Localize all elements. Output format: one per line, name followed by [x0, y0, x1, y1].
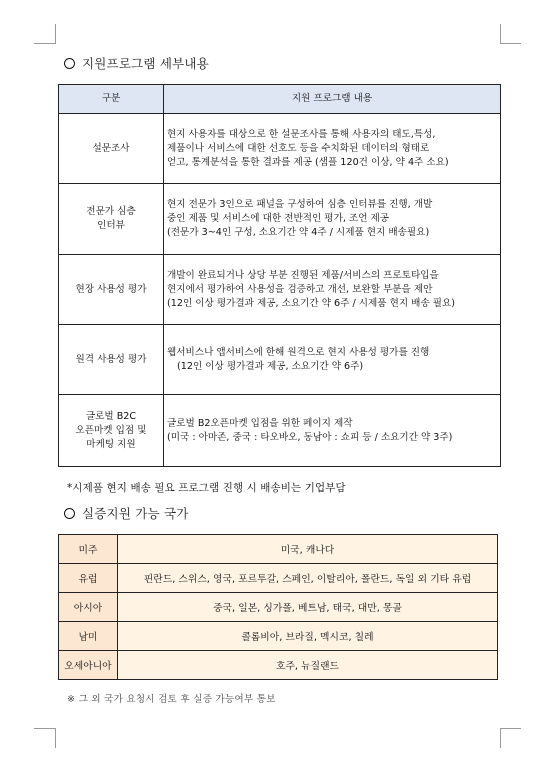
description-line: 현지에서 평가하여 사용성을 검증하고 개선, 보완할 부분을 제안	[167, 283, 433, 295]
program-table	[58, 84, 501, 467]
country-row-oceania	[59, 651, 498, 680]
category-line: 현장 사용성 평가	[75, 283, 147, 295]
crop-mark-bottom-right-h	[500, 728, 521, 729]
program-row-description	[164, 325, 501, 395]
region-cell: 남미	[59, 622, 118, 651]
other-countries-note: ※ 그 외 국가 요청시 검토 후 실증 가능여부 통보	[67, 694, 276, 705]
description-line: 제품이나 서비스에 대한 선호도 등을 수치화된 데이터의 형태로	[167, 142, 430, 154]
region-cell: 미주	[59, 535, 118, 564]
description-line: 웹서비스나 앱서비스에 한해 원격으로 현지 사용성 평가를 진행	[167, 346, 430, 358]
description-line: (전문가 3~4인 구성, 소요기간 약 4주 / 시제품 현지 배송필요)	[167, 227, 430, 238]
country-row-americas	[59, 535, 498, 564]
program-row-category	[59, 395, 164, 467]
circle-bullet-icon	[64, 508, 75, 519]
description-line: (미국 : 아마존, 중국 : 타오바오, 동남아 : 쇼피 등 / 소요기간 약 3주)	[167, 431, 453, 443]
program-row-description	[164, 255, 501, 325]
description-line: 현지 사용자를 대상으로 한 설문조사를 통해 사용자의 태도,특성,	[167, 128, 436, 140]
crop-mark-top-right-v	[500, 24, 501, 44]
description-line: 현지 전문가 3인으로 패널을 구성하여 심층 인터뷰를 진행, 개발	[167, 199, 433, 210]
program-section-title-text: 지원프로그램 세부내용	[82, 56, 209, 71]
shipping-cost-note: *시제품 현지 배송 필요 프로그램 진행 시 배송비는 기업부담	[67, 482, 346, 494]
program-row-global-market	[59, 395, 501, 467]
category-line: 인터뷰	[97, 220, 125, 231]
crop-mark-top-right-h	[500, 43, 521, 44]
region-cell: 아시아	[59, 593, 118, 622]
program-row-remote-usability	[59, 325, 501, 395]
program-row-description	[164, 114, 501, 184]
countries-cell: 미국, 캐나다	[118, 535, 498, 564]
program-row-category	[59, 255, 164, 325]
region-cell: 유럽	[59, 564, 118, 593]
program-row-field-usability	[59, 255, 501, 325]
program-table-header-row	[59, 85, 501, 114]
category-line: 글로벌 B2C	[85, 410, 137, 422]
country-row-asia	[59, 593, 498, 622]
countries-cell: 핀란드, 스위스, 영국, 포르투갈, 스페인, 이탈리아, 폴란드, 독일 외 기타 유럽	[118, 564, 498, 593]
description-line: (12인 이상 평가결과 제공, 소요기간 약 6주)	[177, 360, 364, 372]
description-line: 글로벌 B2오픈마켓 입점을 위한 페이지 제작	[167, 417, 353, 429]
program-row-description	[164, 395, 501, 467]
program-row-survey	[59, 114, 501, 184]
category-line: 마케팅 지원	[86, 438, 136, 450]
program-row-category	[59, 114, 164, 184]
category-line: 원격 사용성 평가	[75, 353, 147, 365]
category-line: 설문조사	[92, 142, 130, 154]
country-section-title-text: 실증지원 가능 국가	[82, 506, 189, 521]
circle-bullet-icon	[64, 58, 75, 69]
program-row-description	[164, 184, 501, 255]
crop-mark-top-left-h	[34, 43, 55, 44]
country-table	[58, 534, 498, 680]
region-cell: 오세아니아	[59, 651, 118, 680]
program-row-category	[59, 184, 164, 255]
category-line: 전문가 심층	[86, 206, 136, 217]
program-row-category	[59, 325, 164, 395]
description-line: 중인 제품 및 서비스에 대한 전반적인 평가, 조언 제공	[167, 213, 390, 224]
header-category: 구분	[59, 85, 164, 114]
countries-cell: 콜롬비아, 브라질, 멕시코, 칠레	[118, 622, 498, 651]
country-row-south-america	[59, 622, 498, 651]
crop-mark-bottom-left-h	[34, 728, 55, 729]
countries-cell: 중국, 일본, 싱가폴, 베트남, 태국, 대만, 몽골	[118, 593, 498, 622]
country-section-title	[64, 504, 189, 522]
program-section-title	[64, 54, 209, 72]
header-content: 지원 프로그램 내용	[164, 85, 501, 114]
description-line: 얻고, 통계분석을 통한 결과를 제공 (샘플 120건 이상, 약 4주 소요)	[167, 156, 449, 168]
description-line: (12인 이상 평가결과 제공, 소요기간 약 6주 / 시제품 현지 배송 필요)	[167, 297, 456, 309]
crop-mark-bottom-left-v	[55, 728, 56, 748]
description-line: 개발이 완료되거나 상당 부분 진행된 제품/서비스의 프로토타입을	[167, 269, 439, 281]
crop-mark-bottom-right-v	[500, 728, 501, 748]
category-line: 오픈마켓 입점 및	[75, 424, 147, 436]
countries-cell: 호주, 뉴질랜드	[118, 651, 498, 680]
crop-mark-top-left-v	[55, 24, 56, 44]
program-row-expert-interview	[59, 184, 501, 255]
country-row-europe	[59, 564, 498, 593]
